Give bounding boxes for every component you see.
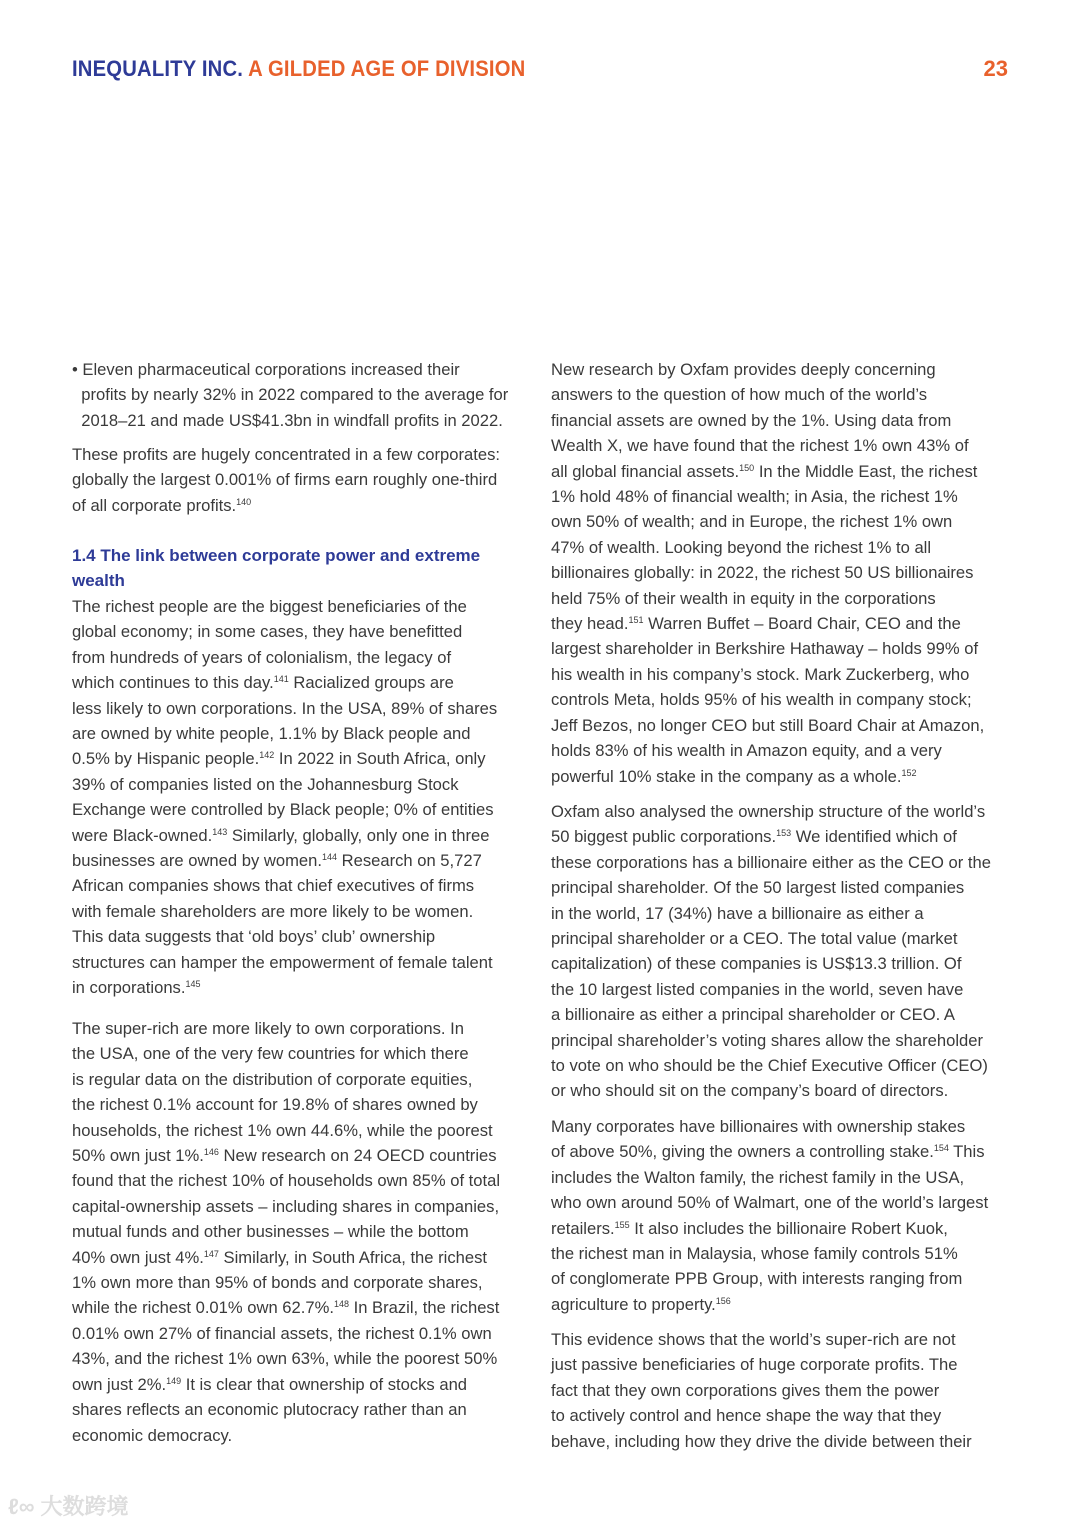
page-number: 23: [983, 56, 1008, 81]
text-run: The super-rich are more likely to own corporations. In: [72, 1019, 464, 1038]
paragraph: [72, 594, 497, 1001]
text-run: In the Middle East, the richest: [754, 461, 978, 481]
text-run: includes the Walton family, the richest family in the USA,: [551, 1167, 965, 1187]
text-run: they head.: [551, 614, 629, 634]
footnote-ref: 148: [333, 1299, 349, 1310]
text-line: [551, 901, 991, 926]
text-line: [551, 459, 984, 484]
text-run: This data suggests that ‘old boys’ club’ ownership: [72, 927, 436, 947]
text-line: [551, 509, 984, 534]
text-line: [551, 560, 984, 585]
text-line: [72, 696, 497, 721]
text-run: were Black-owned.: [72, 825, 213, 845]
text-run: or who should sit on the company’s board of directors.: [551, 1081, 949, 1101]
text-line: [551, 1078, 991, 1103]
report-subtitle: A GILDED AGE OF DIVISION: [248, 56, 526, 81]
text-line: [72, 1041, 500, 1066]
text-run: financial assets are owned by the 1%. Using data from: [551, 410, 952, 430]
text-line: [72, 619, 497, 644]
paragraph: [551, 1114, 988, 1317]
text-run: households, the richest 1% own 44.6%, while the poorest: [72, 1120, 493, 1140]
text-line: [72, 670, 497, 695]
text-line: [551, 713, 984, 738]
text-run: It also includes the billionaire Robert Kuok,: [629, 1218, 948, 1238]
text-line: [72, 1168, 500, 1193]
text-line: [551, 764, 984, 789]
text-line: [551, 535, 984, 560]
text-line: [551, 636, 984, 661]
text-run: holds 83% of his wealth in Amazon equity, and a very: [551, 741, 942, 761]
text-line: [551, 1002, 991, 1027]
text-line: [72, 772, 497, 797]
text-run: in corporations.: [72, 978, 186, 998]
text-run: a billionaire as either a principal shareholder or CEO. A: [551, 1005, 955, 1025]
text-run: 1% hold 48% of financial wealth; in Asia, the richest 1%: [551, 487, 958, 507]
text-run: principal shareholder’s voting shares allow the shareholder: [551, 1030, 983, 1050]
text-run: businesses are owned by women.: [72, 851, 322, 871]
text-run: with female shareholders are more likely to be women.: [72, 901, 474, 921]
text-run: In 2022 in South Africa, only: [274, 749, 486, 769]
text-run: fact that they own corporations gives them the power: [551, 1380, 940, 1400]
report-title: INEQUALITY INC.: [72, 56, 244, 81]
text-run: New research by Oxfam provides deeply concerning: [551, 360, 936, 379]
text-run: which continues to this day.: [72, 673, 274, 693]
text-run: Warren Buffet – Board Chair, CEO and the: [643, 614, 961, 634]
text-line: [551, 926, 991, 951]
text-line: [72, 357, 508, 382]
text-line: [72, 797, 497, 822]
footnote-ref: 142: [259, 750, 275, 761]
text-run: New research on 24 OECD countries: [218, 1146, 497, 1166]
running-header: [72, 56, 525, 82]
text-line: [72, 1016, 500, 1041]
text-run: just passive beneficiaries of huge corporate profits. The: [551, 1355, 958, 1375]
text-run: shares reflects an economic plutocracy rather than an: [72, 1400, 467, 1420]
text-line: [551, 433, 984, 458]
text-run: powerful 10% stake in the company as a whole.: [551, 766, 902, 786]
text-line: [551, 1114, 988, 1139]
text-run: mutual funds and other businesses – while the bottom: [72, 1222, 469, 1242]
text-line: [72, 848, 497, 873]
text-run: In Brazil, the richest: [349, 1298, 500, 1318]
text-run: while the richest 0.01% own 62.7%.: [72, 1298, 334, 1318]
text-line: [72, 746, 497, 771]
section-heading: [72, 543, 480, 594]
text-run: the 10 largest listed companies in the world, seven have: [551, 979, 964, 999]
text-run: the richest 0.1% account for 19.8% of shares owned by: [72, 1095, 478, 1115]
text-line: [551, 611, 984, 636]
text-run: 47% of wealth. Looking beyond the richest 1% to all: [551, 537, 932, 557]
text-line: [72, 382, 508, 407]
text-line: [551, 1403, 972, 1428]
text-line: [72, 1118, 500, 1143]
text-run: 0.01% own 27% of financial assets, the richest 0.1% own: [72, 1323, 492, 1343]
text-run: his wealth in his company’s stock. Mark Zuckerberg, who: [551, 664, 970, 684]
text-run: This evidence shows that the world’s super-rich are not: [551, 1330, 956, 1349]
text-run: 0.5% by Hispanic people.: [72, 749, 260, 769]
text-line: [72, 1295, 500, 1320]
text-run: capital-ownership assets – including shares in companies,: [72, 1196, 500, 1216]
text-line: [551, 1028, 991, 1053]
text-line: [551, 1053, 991, 1078]
text-line: [551, 738, 984, 763]
text-run: of all corporate profits.: [72, 495, 237, 515]
footnote-ref: 145: [185, 979, 201, 990]
watermark-logo: ℓ∞ 大数跨境: [8, 1494, 129, 1519]
footnote-ref: 144: [321, 852, 337, 863]
text-run: of conglomerate PPB Group, with interests ranging from: [551, 1269, 963, 1289]
text-run: Research on 5,727: [337, 851, 482, 871]
text-line: [72, 1245, 500, 1270]
text-run: global economy; in some cases, they have benefitted: [72, 622, 463, 642]
text-line: [72, 721, 497, 746]
text-line: [72, 899, 497, 924]
text-run: found that the richest 10% of households own 85% of total: [72, 1171, 501, 1191]
footnote-ref: 151: [628, 615, 644, 626]
text-line: [551, 687, 984, 712]
text-run: controls Meta, holds 95% of his wealth in company stock;: [551, 690, 972, 710]
text-line: [72, 1321, 500, 1346]
text-line: [72, 924, 497, 949]
text-run: Similarly, globally, only one in three: [227, 825, 490, 845]
footnote-ref: 143: [212, 826, 228, 837]
text-line: [551, 799, 991, 824]
text-run: Similarly, in South Africa, the richest: [218, 1247, 487, 1267]
text-line: [551, 382, 984, 407]
footnote-ref: 140: [236, 496, 252, 507]
footnote-ref: 141: [273, 674, 289, 685]
text-line: [551, 1292, 988, 1317]
text-line: [551, 1241, 988, 1266]
text-line: [72, 1372, 500, 1397]
text-run: capitalization) of these companies is US$13.3 trillion. Of: [551, 954, 962, 974]
bullet-item: [72, 357, 508, 433]
text-line: [551, 484, 984, 509]
text-line: [72, 442, 500, 467]
text-run: The richest people are the biggest beneficiaries of the: [72, 597, 467, 616]
text-run: largest shareholder in Berkshire Hathaway – holds 99% of: [551, 639, 979, 659]
text-run: 50% own just 1%.: [72, 1146, 204, 1166]
text-run: African companies shows that chief executives of firms: [72, 876, 475, 896]
footnote-ref: 146: [203, 1147, 219, 1158]
text-line: [72, 408, 508, 433]
text-line: [72, 1067, 500, 1092]
text-line: [551, 977, 991, 1002]
text-line: [72, 645, 497, 670]
text-run: 40% own just 4%.: [72, 1247, 204, 1267]
text-line: [72, 568, 480, 593]
paragraph: [72, 442, 500, 518]
text-run: behave, including how they drive the divide between their: [551, 1431, 972, 1451]
text-line: [551, 586, 984, 611]
text-line: [72, 1219, 500, 1244]
text-line: [551, 875, 991, 900]
text-line: [551, 408, 984, 433]
text-run: Exchange were controlled by Black people; 0% of entities: [72, 800, 494, 820]
text-line: [551, 951, 991, 976]
text-run: Jeff Bezos, no longer CEO but still Board Chair at Amazon,: [551, 715, 985, 735]
text-run: the USA, one of the very few countries for which there: [72, 1044, 469, 1064]
text-line: [72, 1397, 500, 1422]
text-run: 2018–21 and made US$41.3bn in windfall profits in 2022.: [72, 410, 503, 430]
text-line: [72, 1194, 500, 1219]
text-line: [72, 975, 497, 1000]
text-line: [72, 873, 497, 898]
text-line: [72, 493, 500, 518]
footnote-ref: 152: [901, 767, 917, 778]
text-run: Oxfam also analysed the ownership structure of the world’s: [551, 802, 986, 821]
text-line: [72, 594, 497, 619]
text-line: [551, 824, 991, 849]
text-run: principal shareholder or a CEO. The total value (market: [551, 929, 958, 949]
text-run: own 50% of wealth; and in Europe, the richest 1% own: [551, 512, 953, 532]
text-run: These profits are hugely concentrated in a few corporates:: [72, 445, 500, 464]
text-run: This: [948, 1142, 985, 1162]
text-run: economic democracy.: [72, 1425, 233, 1445]
text-run: answers to the question of how much of the world’s: [551, 385, 928, 405]
text-line: [72, 1423, 500, 1448]
text-run: in the world, 17 (34%) have a billionaire as either a: [551, 903, 924, 923]
text-line: [551, 1266, 988, 1291]
text-run: We identified which of: [791, 827, 957, 847]
text-line: [551, 850, 991, 875]
text-run: who own around 50% of Walmart, one of the world’s largest: [551, 1193, 989, 1213]
text-run: billionaires globally: in 2022, the richest 50 US billionaires: [551, 563, 974, 583]
paragraph: [551, 1327, 972, 1454]
text-run: Racialized groups are: [288, 673, 454, 693]
text-line: [551, 357, 984, 382]
text-run: Many corporates have billionaires with ownership stakes: [551, 1117, 966, 1136]
text-run: held 75% of their wealth in equity in the corporations: [551, 588, 936, 608]
text-run: Wealth X, we have found that the richest 1% own 43% of: [551, 436, 969, 456]
text-run: from hundreds of years of colonialism, the legacy of: [72, 647, 452, 667]
text-run: It is clear that ownership of stocks and: [181, 1374, 468, 1394]
text-run: globally the largest 0.001% of firms earn roughly one-third: [72, 470, 498, 490]
text-run: 1.4 The link between corporate power and extreme: [72, 546, 481, 565]
text-run: these corporations has a billionaire either as the CEO or the: [551, 852, 991, 872]
text-line: [551, 1165, 988, 1190]
text-run: of above 50%, giving the owners a controlling stake.: [551, 1142, 934, 1162]
text-run: 39% of companies listed on the Johannesburg Stock: [72, 774, 459, 794]
text-line: [551, 1139, 988, 1164]
text-run: 43%, and the richest 1% own 63%, while the poorest 50%: [72, 1349, 498, 1369]
paragraph: [72, 1016, 500, 1448]
text-line: [72, 950, 497, 975]
paragraph: [551, 799, 991, 1104]
text-run: to actively control and hence shape the way that they: [551, 1406, 942, 1426]
text-line: [551, 1352, 972, 1377]
text-run: • Eleven pharmaceutical corporations increased their: [72, 360, 460, 379]
text-line: [551, 1429, 972, 1454]
text-run: wealth: [72, 571, 125, 591]
footnote-ref: 156: [715, 1295, 731, 1306]
footnote-ref: 147: [203, 1248, 219, 1259]
text-line: [72, 1092, 500, 1117]
text-line: [551, 1327, 972, 1352]
text-run: all global financial assets.: [551, 461, 740, 481]
footnote-ref: 149: [166, 1375, 182, 1386]
footnote-ref: 150: [739, 462, 755, 473]
text-run: principal shareholder. Of the 50 largest listed companies: [551, 878, 965, 898]
paragraph: [551, 357, 984, 789]
text-run: structures can hamper the empowerment of female talent: [72, 952, 493, 972]
text-line: [72, 1270, 500, 1295]
text-run: the richest man in Malaysia, whose family controls 51%: [551, 1244, 958, 1264]
footnote-ref: 153: [776, 828, 792, 839]
text-line: [551, 1378, 972, 1403]
text-line: [72, 1143, 500, 1168]
text-line: [551, 1216, 988, 1241]
text-line: [551, 1190, 988, 1215]
text-run: is regular data on the distribution of corporate equities,: [72, 1069, 473, 1089]
text-line: [72, 823, 497, 848]
text-run: to vote on who should be the Chief Executive Officer (CEO): [551, 1056, 988, 1076]
text-line: [72, 543, 480, 568]
text-run: agriculture to property.: [551, 1294, 716, 1314]
text-run: are owned by white people, 1.1% by Black people and: [72, 724, 471, 744]
text-run: own just 2%.: [72, 1374, 167, 1394]
text-line: [551, 662, 984, 687]
text-run: 1% own more than 95% of bonds and corporate shares,: [72, 1273, 483, 1293]
text-run: 50 biggest public corporations.: [551, 827, 777, 847]
text-line: [72, 467, 500, 492]
text-run: less likely to own corporations. In the USA, 89% of shares: [72, 698, 498, 718]
text-line: [72, 1346, 500, 1371]
text-run: retailers.: [551, 1218, 615, 1238]
footnote-ref: 154: [933, 1143, 949, 1154]
text-run: profits by nearly 32% in 2022 compared to the average for: [72, 385, 509, 405]
footnote-ref: 155: [614, 1219, 630, 1230]
